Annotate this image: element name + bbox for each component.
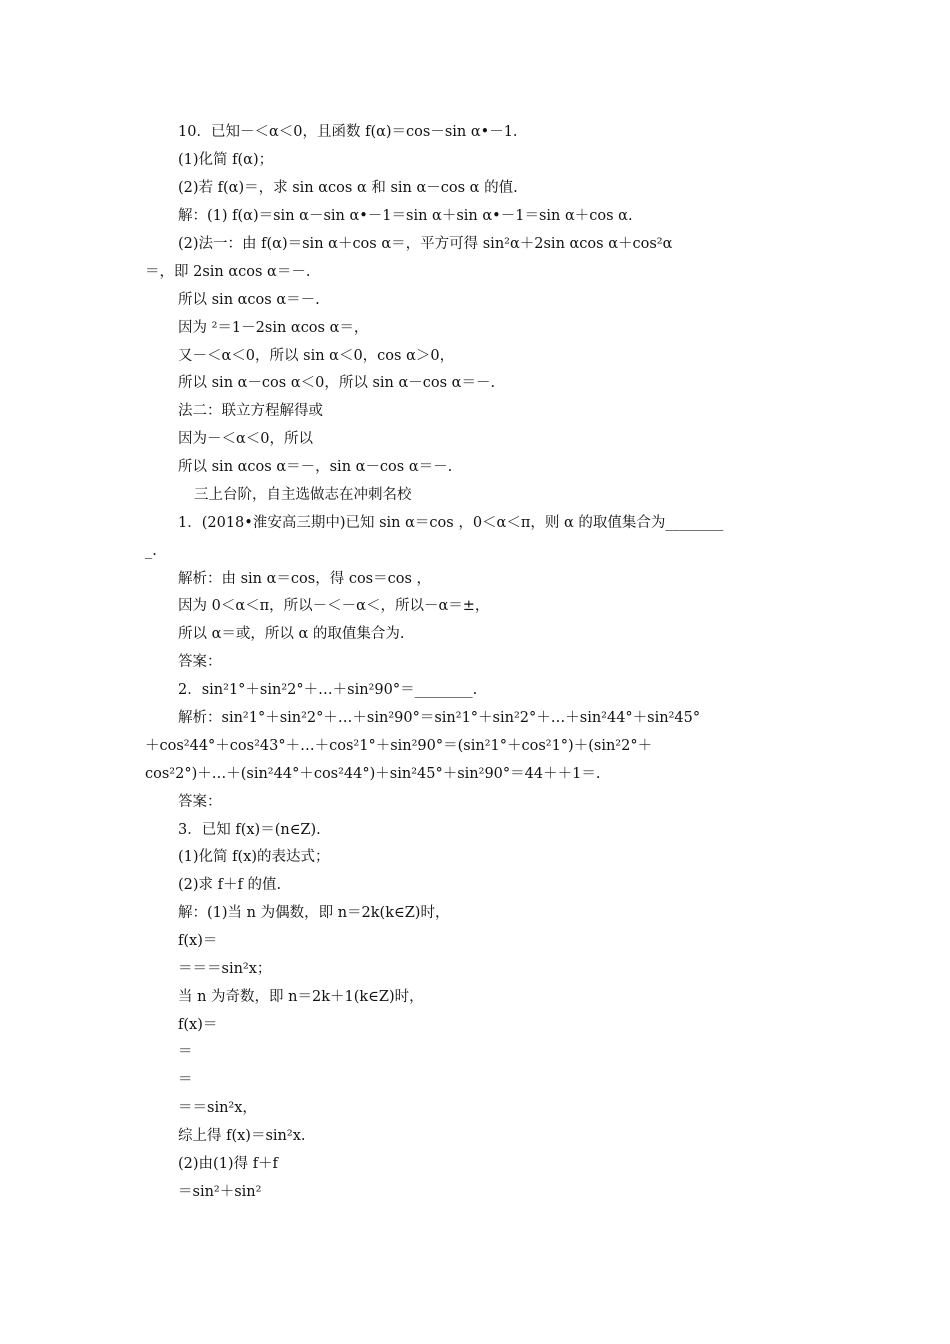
solution-line: 当 n 为奇数，即 n＝2k＋1(k∈Z)时， [178, 989, 424, 1005]
analysis-line: ＋cos²44°＋cos²43°＋…＋cos²1°＋sin²90°＝(sin²1°＋cos²1°)＋(sin²2°＋ [145, 738, 653, 754]
answer-label: 答案： [178, 654, 222, 670]
analysis-line: 解析：由 sin α＝cos，得 cos＝cos ， [178, 571, 432, 587]
solution-line: (2)法一：由 f(α)＝sin α＋cos α＝，平方可得 sin²α＋2sin αcos α＋cos²α [178, 236, 673, 252]
analysis-line: 解析：sin²1°＋sin²2°＋…＋sin²90°＝sin²1°＋sin²2°＋…＋sin²44°＋sin²45° [178, 710, 701, 726]
section-heading: 三上台阶，自主选做志在冲刺名校 [194, 487, 412, 503]
solution-line: 解：(1) f(α)＝sin α－sin α•－1＝sin α＋sin α•－1＝sin α＋cos α. [178, 208, 633, 224]
solution-line: 法二：联立方程解得或 [178, 403, 323, 419]
solution-line: (2)由(1)得 f＋f [178, 1156, 278, 1172]
solution-line: ＝sin²＋sin² [178, 1184, 262, 1200]
problem-3-statement: 3．已知 f(x)＝(n∈Z). [178, 822, 321, 838]
solution-line: 又－＜α＜0，所以 sin α＜0，cos α＞0， [178, 348, 455, 364]
solution-line: 因为 ²＝1－2sin αcos α＝， [178, 320, 369, 336]
solution-line: ＝＝sin²x， [178, 1100, 257, 1116]
solution-line: f(x)＝ [178, 1017, 218, 1033]
solution-line: ＝，即 2sin αcos α＝－. [145, 264, 311, 280]
solution-line: ＝ [178, 1044, 193, 1060]
solution-line: f(x)＝ [178, 933, 218, 949]
solution-line: ＝＝＝sin²x； [178, 961, 272, 977]
solution-line: 所以 sin αcos α＝－，sin α－cos α＝－. [178, 459, 453, 475]
solution-line: 综上得 f(x)＝sin²x. [178, 1128, 306, 1144]
problem-3-part-2: (2)求 f＋f 的值. [178, 877, 282, 893]
solution-line: 所以 sin α－cos α＜0，所以 sin α－cos α＝－. [178, 375, 496, 391]
problem-1-statement-cont: _. [145, 543, 157, 559]
problem-3-part-1: (1)化简 f(x)的表达式； [178, 849, 330, 865]
answer-label: 答案： [178, 794, 222, 810]
solution-line: 解：(1)当 n 为偶数，即 n＝2k(k∈Z)时， [178, 905, 450, 921]
problem-10-part-1: (1)化简 f(α)； [178, 152, 274, 168]
solution-line: ＝ [178, 1072, 193, 1088]
problem-10-part-2: (2)若 f(α)＝，求 sin αcos α 和 sin α－cos α 的值. [178, 180, 518, 196]
solution-line: 因为－＜α＜0，所以 [178, 431, 314, 447]
analysis-line: 因为 0＜α＜π，所以－＜－α＜，所以－α＝±， [178, 598, 490, 614]
problem-10-statement: 10．已知－＜α＜0，且函数 f(α)＝cos－sin α•－1. [178, 124, 518, 140]
analysis-line: cos²2°)＋…＋(sin²44°＋cos²44°)＋sin²45°＋sin²90°＝44＋＋1＝. [145, 766, 601, 782]
problem-2-statement: 2．sin²1°＋sin²2°＋…＋sin²90°＝________. [178, 682, 478, 698]
solution-line: 所以 sin αcos α＝－. [178, 292, 320, 308]
problem-1-statement: 1．(2018•淮安高三期中)已知 sin α＝cos ，0＜α＜π，则 α 的取值集合为________ [178, 515, 724, 531]
analysis-line: 所以 α＝或，所以 α 的取值集合为. [178, 626, 405, 642]
